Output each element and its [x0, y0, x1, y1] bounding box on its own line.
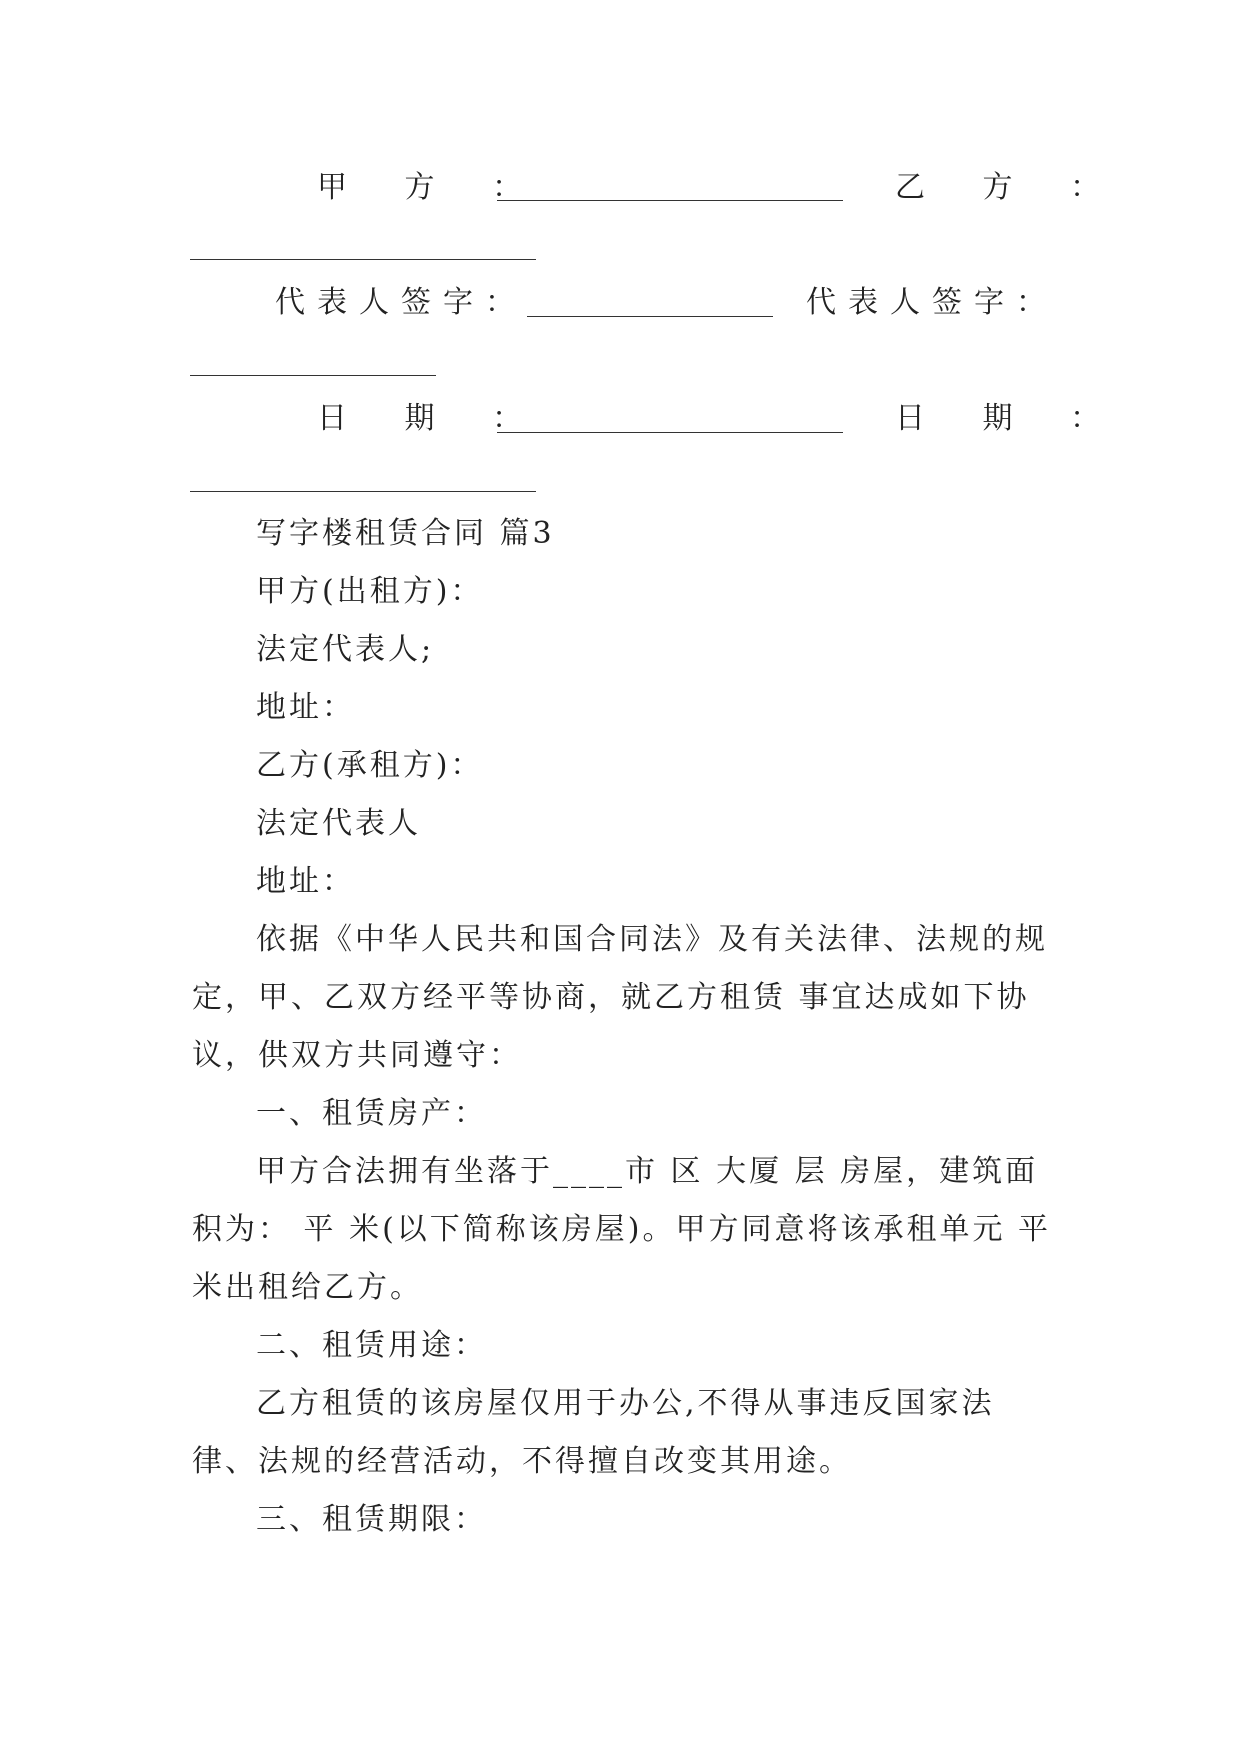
clause-1-text: 甲方合法拥有坐落于____市 区 大厦 层 房屋，建筑面积为： 平 米(以下简称该房屋)。甲方同意将该承租单元 平米出租给乙方。: [192, 1154, 1052, 1305]
rep-signature-blank-a: [527, 316, 773, 317]
party-a-label: 甲 方 ：: [317, 170, 547, 205]
rep-signature-blank-b: [190, 375, 436, 376]
clause-3-heading: 三、租赁期限：: [256, 1502, 487, 1537]
party-b-address-line: 地址：: [256, 864, 355, 899]
intro-paragraph: 依据《中华人民共和国合同法》及有关法律、法规的规定，甲、乙双方经平等协商，就乙方租赁 事宜达成如下协议，供双方共同遵守：: [192, 922, 1048, 1073]
party-b-label: 乙 方 ：: [895, 170, 1125, 205]
party-b-line: 乙方(承租方)：: [256, 748, 484, 783]
party-a-address-line: 地址：: [256, 690, 355, 725]
clause-1-heading: 一、租赁房产：: [256, 1096, 487, 1131]
party-a-rep-line: 法定代表人;: [256, 632, 435, 667]
party-b-rep-line: 法定代表人: [256, 806, 421, 841]
date-blank-a: [497, 432, 843, 433]
rep-signature-label-b: 代表人签字：: [806, 285, 1058, 320]
clause-2-text: 乙方租赁的该房屋仅用于办公,不得从事违反国家法律、法规的经营活动，不得擅自改变其用途。: [192, 1386, 995, 1479]
section-title: 写字楼租赁合同 篇3: [256, 516, 555, 551]
rep-signature-label-a: 代表人签字：: [275, 285, 527, 320]
date-blank-b: [190, 491, 536, 492]
party-a-line: 甲方(出租方)：: [256, 574, 484, 609]
party-a-blank: [497, 200, 843, 201]
clause-2-heading: 二、租赁用途：: [256, 1328, 487, 1363]
party-b-blank: [190, 259, 536, 260]
date-label-b: 日 期 ：: [895, 401, 1125, 436]
date-label-a: 日 期 ：: [317, 401, 547, 436]
